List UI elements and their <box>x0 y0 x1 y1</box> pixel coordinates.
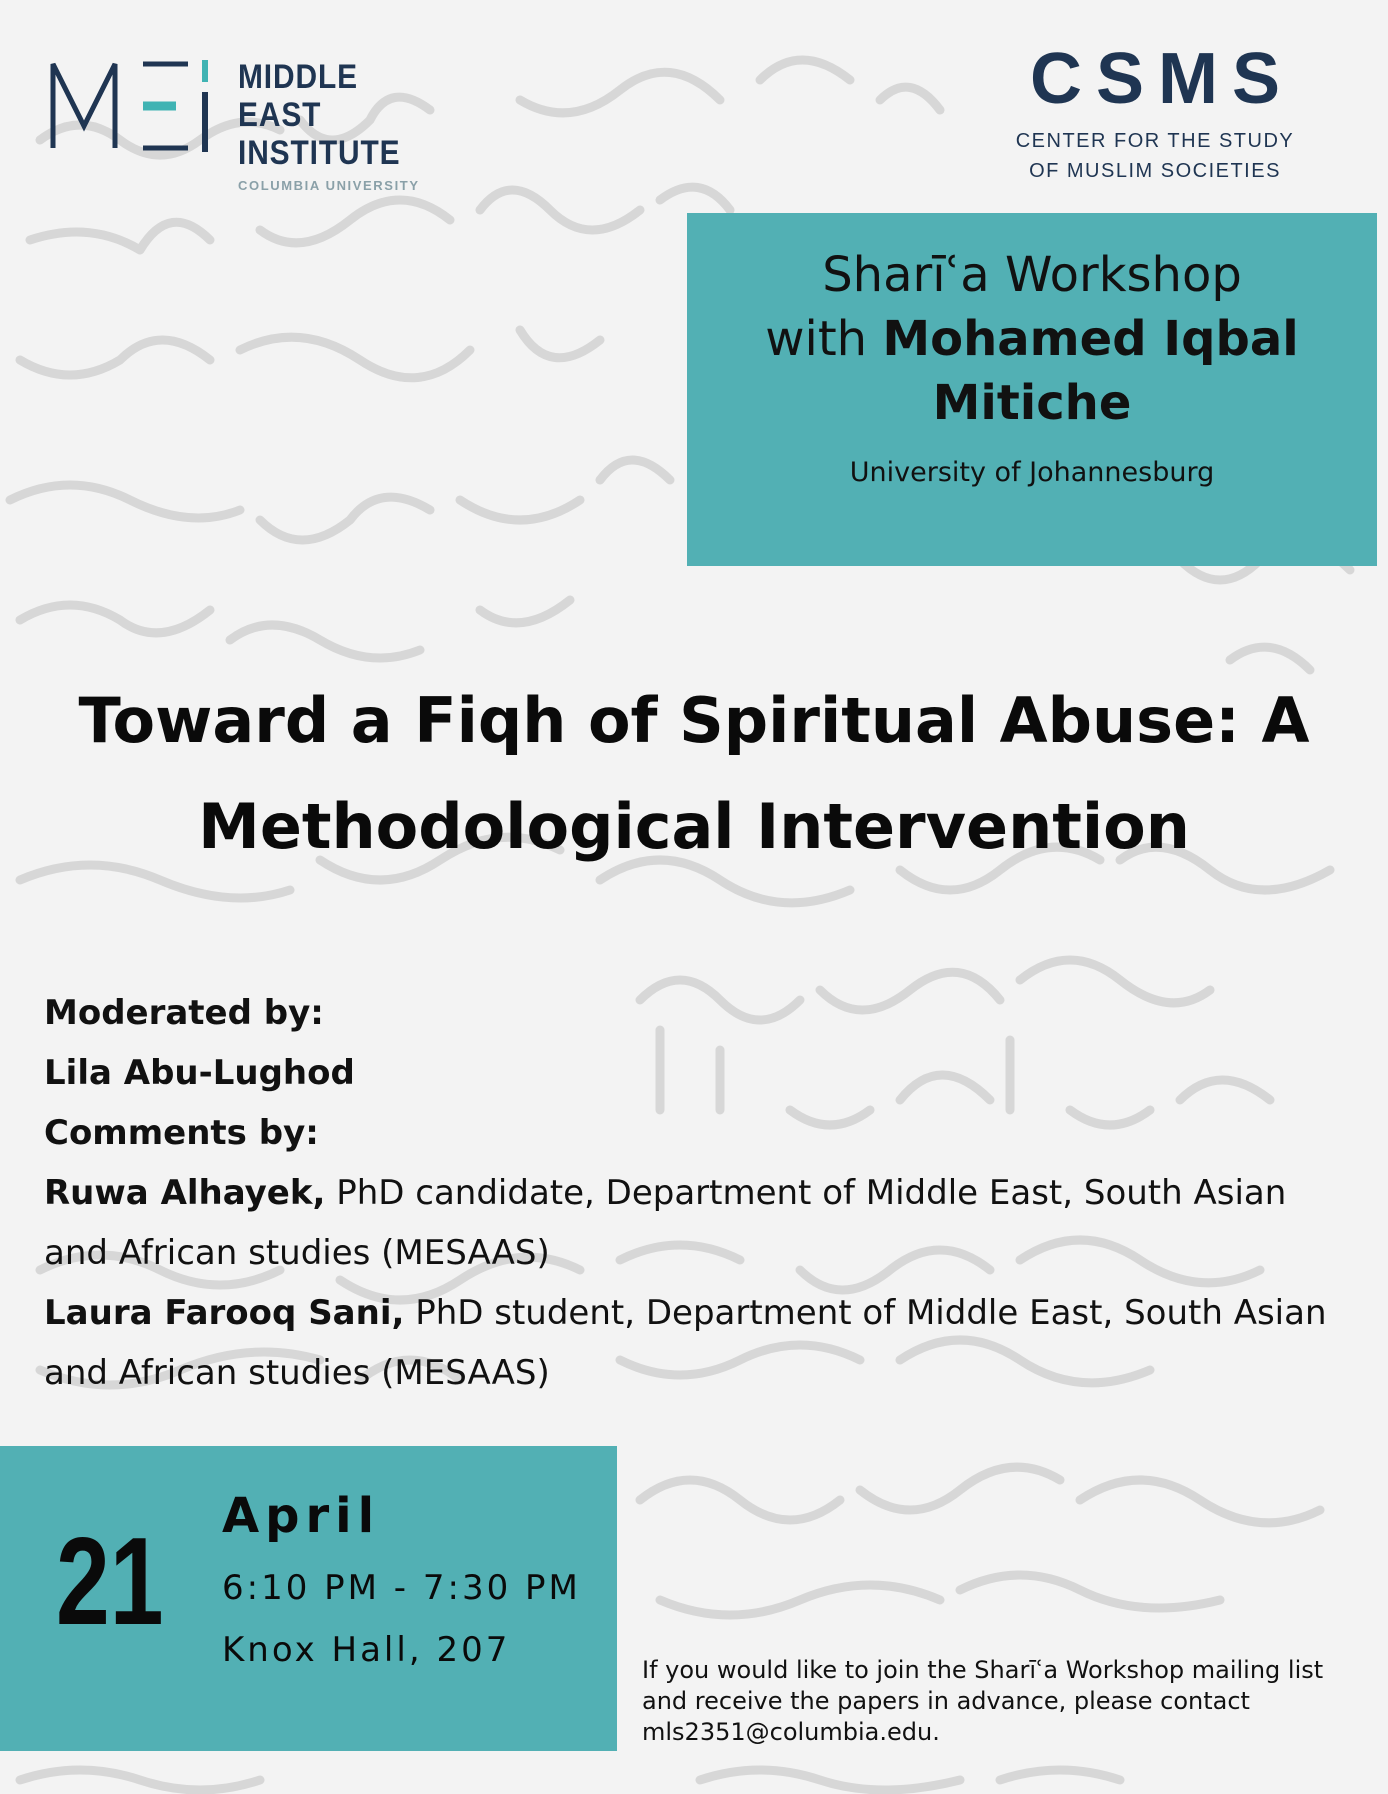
csms-sub-line1: CENTER FOR THE STUDY <box>1015 130 1295 152</box>
with-word: with <box>765 311 868 367</box>
commenter-desc: PhD student, Department of Middle East, South Asian <box>404 1293 1327 1333</box>
mei-logo-mark <box>48 56 210 156</box>
commenter-desc: PhD candidate, Department of Middle East, South Asian <box>325 1173 1287 1213</box>
event-day: 21 <box>56 1513 164 1651</box>
mailing-list-note <box>642 1655 1372 1748</box>
commenter-1 <box>44 1163 1344 1223</box>
contact-email: mls2351@columbia.edu. <box>642 1718 940 1746</box>
commenter-2 <box>44 1283 1344 1343</box>
mei-university: COLUMBIA UNIVERSITY <box>238 178 420 193</box>
commenter-name: Ruwa Alhayek, <box>44 1173 326 1213</box>
note-line2: and receive the papers in advance, please contact <box>642 1687 1250 1715</box>
talk-title <box>60 668 1328 880</box>
commenter-2-desc-cont: and African studies (MESAAS) <box>44 1353 550 1393</box>
event-month: April <box>222 1488 381 1544</box>
talk-title-line2: Methodological Intervention <box>198 790 1190 863</box>
participants <box>44 983 1344 1403</box>
csms-title: CSMS <box>1029 39 1295 119</box>
moderated-label: Moderated by: <box>44 993 324 1033</box>
workshop-name: Sharīʿa Workshop <box>822 247 1242 303</box>
event-date-panel <box>0 1446 617 1751</box>
mei-name-line2: INSTITUTE <box>238 134 401 172</box>
mei-name-line1: MIDDLE EAST <box>238 58 358 134</box>
csms-logo <box>990 39 1320 186</box>
speaker-heading <box>687 243 1377 435</box>
speaker-panel <box>687 213 1377 566</box>
comments-label: Comments by: <box>44 1113 319 1153</box>
speaker-affiliation: University of Johannesburg <box>849 457 1215 488</box>
csms-sub-line2: OF MUSLIM SOCIETIES <box>1029 160 1281 182</box>
commenter-1-desc-cont: and African studies (MESAAS) <box>44 1233 550 1273</box>
talk-title-line1: Toward a Fiqh of Spiritual Abuse: A <box>78 684 1310 757</box>
mei-logo <box>48 56 448 193</box>
note-line1: If you would like to join the Sharīʿa Workshop mailing list <box>642 1656 1324 1684</box>
speaker-name: Mohamed Iqbal Mitiche <box>882 311 1299 431</box>
commenter-name: Laura Farooq Sani, <box>44 1293 405 1333</box>
event-location: Knox Hall, 207 <box>222 1630 511 1670</box>
event-time: 6:10 PM - 7:30 PM <box>222 1568 581 1608</box>
moderator-name: Lila Abu-Lughod <box>44 1053 355 1093</box>
